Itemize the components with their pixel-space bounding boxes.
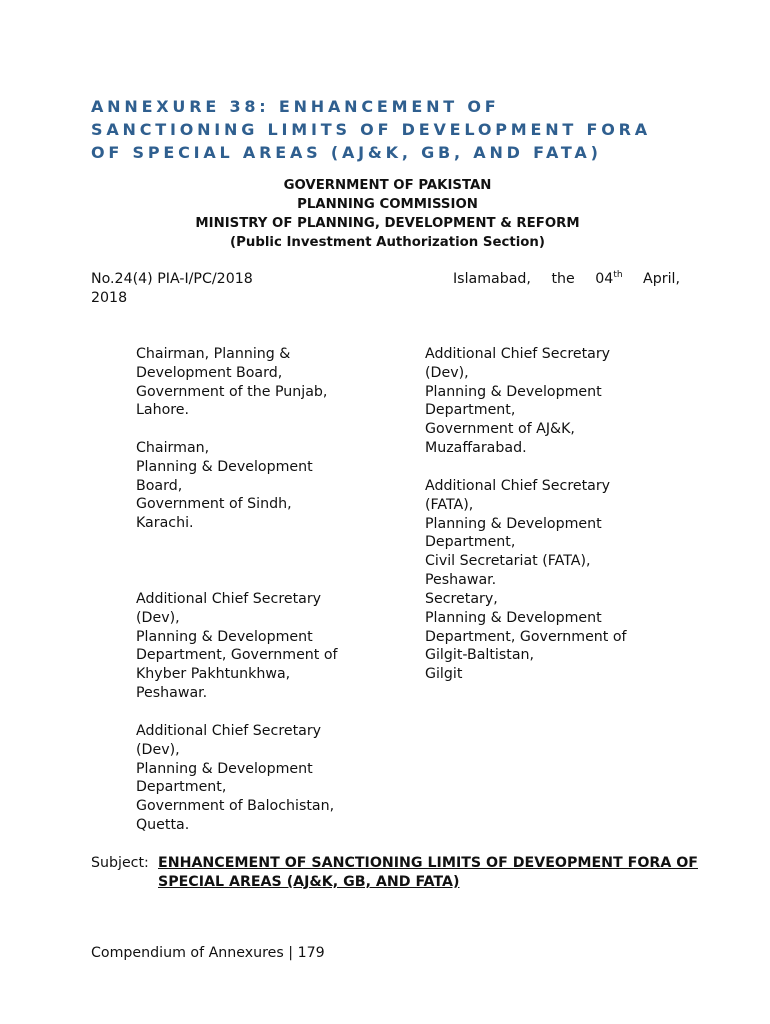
addressee-line: Development Board, <box>136 364 283 381</box>
addressee-line: (FATA), <box>425 496 474 513</box>
addressee-line: Planning & Development <box>425 609 602 626</box>
reference-number-text: No.24(4) PIA-I/PC/2018 <box>91 271 253 287</box>
addressee-sindh <box>136 439 313 533</box>
addressee-line: Department, <box>425 402 516 419</box>
date-month: April, <box>643 271 680 287</box>
letterhead-section: (Public Investment Authorization Section) <box>230 235 545 250</box>
addressee-line: (Dev), <box>425 364 469 381</box>
date-day: 04th <box>595 270 623 287</box>
addressee-line: Department, <box>136 779 227 796</box>
addressee-line: Chairman, <box>136 440 210 456</box>
addressee-line: Peshawar. <box>425 571 497 588</box>
addressee-line: Chairman, Planning & <box>136 346 291 362</box>
addressee-line: Additional Chief Secretary <box>425 478 611 494</box>
addressee-line: Lahore. <box>136 402 190 419</box>
subject-text: ENHANCEMENT OF SANCTIONING LIMITS OF DEVEOPMENT FORA OF SPECIAL AREAS (AJ&K, GB, AND FATA) <box>158 855 698 890</box>
addressee-line: (Dev), <box>136 609 180 626</box>
letterhead <box>91 176 684 252</box>
addressee-line: Civil Secretariat (FATA), <box>425 553 591 570</box>
addressee-line: Gilgit <box>425 666 463 683</box>
addressee-line: Government of AJ&K, <box>425 421 575 438</box>
addressee-line: Gilgit-Baltistan, <box>425 647 535 664</box>
addressee-line: Planning & Development <box>425 515 602 532</box>
addressee-line: Department, Government of <box>136 647 338 664</box>
annexure-title-line: OF SPECIAL AREAS (AJ&K, GB, AND FATA) <box>91 143 602 162</box>
addressee-line: Department, <box>425 534 516 551</box>
addressee-line: Karachi. <box>136 515 194 532</box>
addressee-gilgit-baltistan <box>425 590 627 684</box>
addressee-line: Planning & Development <box>136 628 313 645</box>
addressee-line: Muzaffarabad. <box>425 439 527 456</box>
addressee-fata <box>425 477 610 590</box>
date-place: Islamabad, <box>453 271 531 287</box>
reference-year: 2018 <box>91 290 128 306</box>
addressee-line: Board, <box>136 477 183 494</box>
annexure-title-line: ANNEXURE 38: ENHANCEMENT OF <box>91 97 500 116</box>
addressee-line: Government of the Punjab, <box>136 383 328 400</box>
subject-label: Subject: <box>91 855 149 871</box>
reference-number <box>91 270 253 308</box>
letterhead-ministry: MINISTRY OF PLANNING, DEVELOPMENT & REFORM <box>195 216 580 231</box>
addressee-line: Khyber Pakhtunkhwa, <box>136 666 291 683</box>
addressee-kp <box>136 590 338 703</box>
date-the: the <box>551 271 575 287</box>
addressee-line: (Dev), <box>136 741 180 758</box>
letterhead-commission: PLANNING COMMISSION <box>297 197 478 212</box>
addressee-line: Additional Chief Secretary <box>425 346 611 362</box>
annexure-title <box>91 95 731 164</box>
addressee-line: Planning & Development <box>425 383 602 400</box>
addressee-line: Government of Sindh, <box>136 496 292 513</box>
addressee-line: Secretary, <box>425 591 498 607</box>
addressee-line: Government of Balochistan, <box>136 798 335 815</box>
annexure-title-line: SANCTIONING LIMITS OF DEVELOPMENT FORA <box>91 120 651 139</box>
addressee-line: Planning & Development <box>136 760 313 777</box>
addressee-ajk <box>425 345 610 458</box>
addressee-punjab <box>136 345 327 420</box>
page-footer: Compendium of Annexures | 179 <box>91 945 325 961</box>
addressee-line: Additional Chief Secretary <box>136 723 322 739</box>
letterhead-government: GOVERNMENT OF PAKISTAN <box>283 178 492 193</box>
addressee-balochistan <box>136 722 334 835</box>
addressee-line: Peshawar. <box>136 684 208 701</box>
addressee-line: Additional Chief Secretary <box>136 591 322 607</box>
date-day-suffix: th <box>613 270 623 280</box>
addressee-line: Planning & Development <box>136 458 313 475</box>
letter-date <box>453 270 680 289</box>
addressee-line: Department, Government of <box>425 628 627 645</box>
addressee-line: Quetta. <box>136 816 190 833</box>
